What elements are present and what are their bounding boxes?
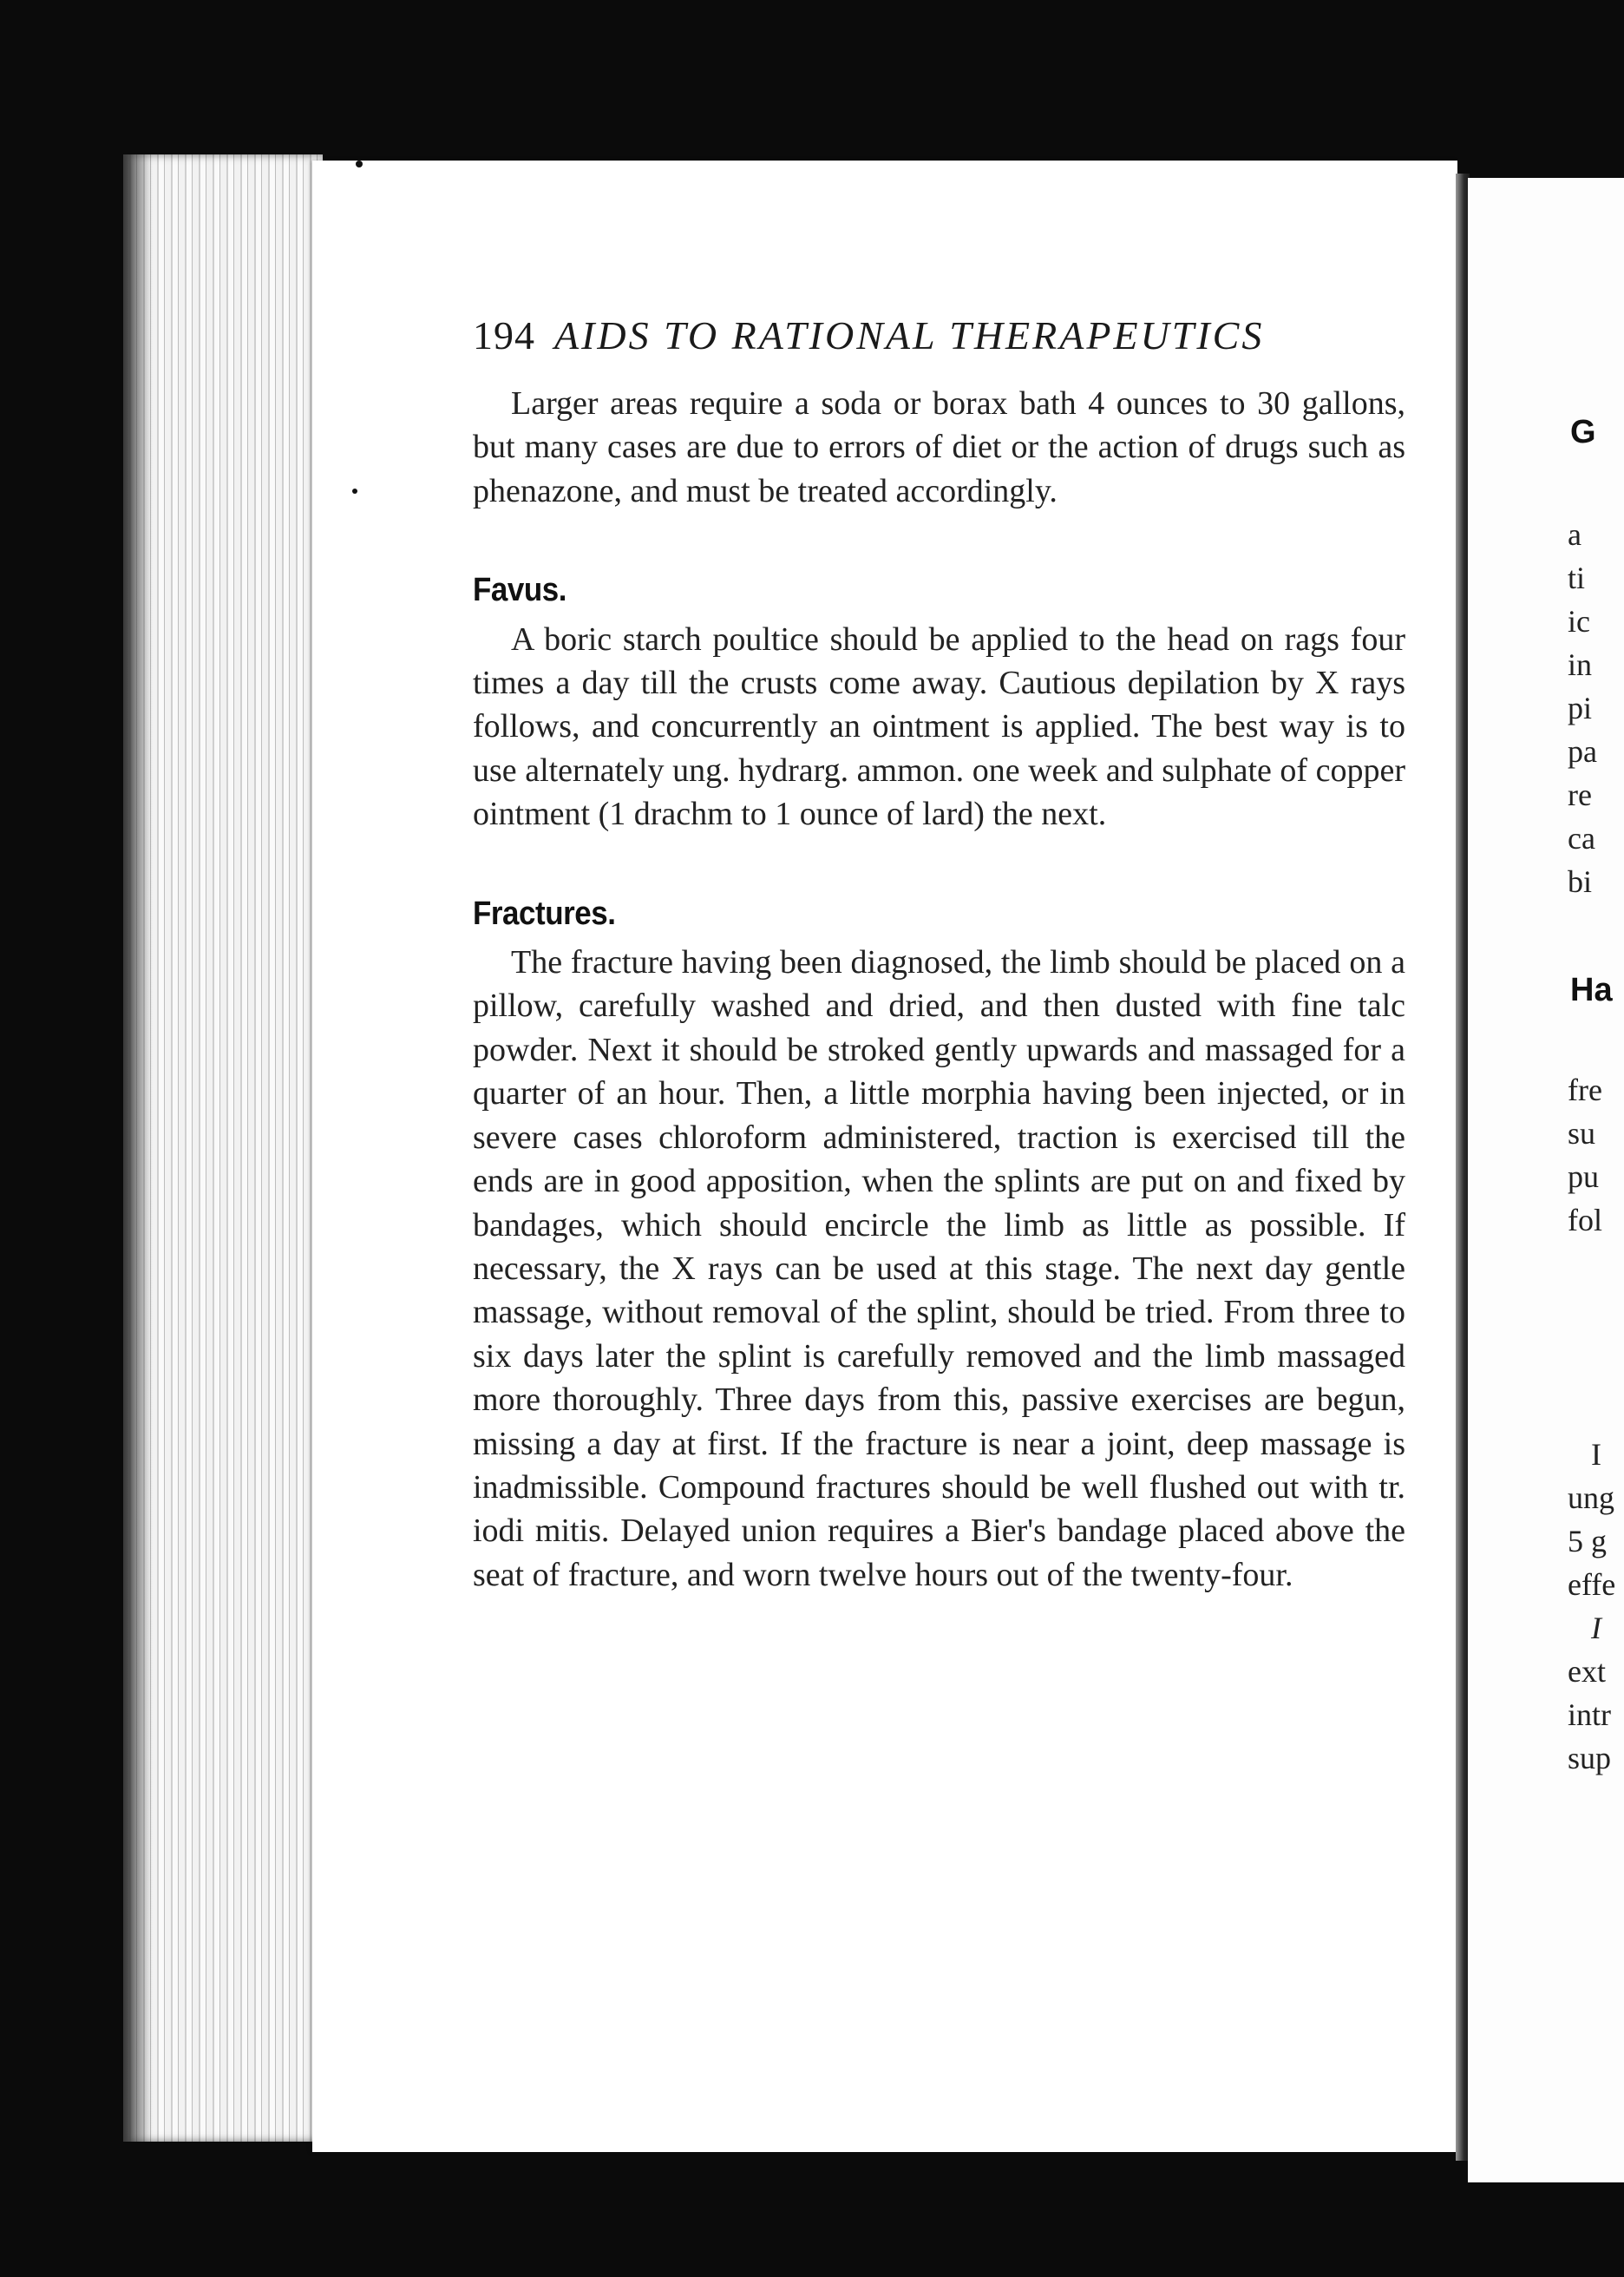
facing-heading-mid: Ha (1570, 972, 1613, 1008)
facing-line: ti (1568, 561, 1586, 595)
section-heading-favus: Favus. (473, 572, 566, 609)
favus-paragraph: A boric starch poultice should be applied to the head on rags four times a day till the crusts come away. Cautious depilation by X rays follows, and concurrently an ointment is applied. The best way is to use alternately ung. hydrarg. ammon. one week and sulphate of copper ointment (1 drachm to 1 ounce of lard) the next. (473, 620, 1405, 833)
section-heading-fractures: Fractures. (473, 895, 616, 932)
facing-line: fol (1568, 1203, 1602, 1237)
facing-line: pa (1568, 734, 1597, 769)
page-number: 194 (473, 313, 535, 358)
running-head-title: AIDS TO RATIONAL THERAPEUTICS (554, 313, 1265, 358)
facing-line: ext (1568, 1654, 1606, 1689)
facing-line: a (1568, 517, 1581, 552)
facing-line: 5 g (1568, 1524, 1607, 1558)
facing-line: fre (1568, 1073, 1602, 1107)
page-edges-shadow (123, 154, 153, 2142)
facing-line: intr (1568, 1697, 1611, 1732)
facing-line: ung (1568, 1480, 1614, 1515)
facing-line: sup (1568, 1741, 1612, 1775)
facing-line: bi (1568, 864, 1593, 899)
intro-paragraph: Larger areas require a soda or borax bath 4 ounces to 30 gallons, but many cases are due to errors of diet or the action of drugs such as phenazone, and must be treated accordingly. (473, 385, 1405, 509)
facing-line: I (1591, 1437, 1601, 1472)
facing-line: effe (1568, 1567, 1616, 1602)
running-header (473, 312, 1410, 358)
facing-line: pi (1568, 691, 1593, 725)
facing-line: in (1568, 647, 1593, 682)
fractures-paragraph: The fracture having been diagnosed, the limb should be placed on a pillow, carefully washed and dried, and then dusted with fine talc powder. Next it should be stroked gently upwards and massaged for a quarter of an hour. Then, a little morphia having been injected, or in severe cases chloroform administered, traction is exercised till the ends are in good apposition, when the splints are put on and fixed by bandages, which should encircle the limb as little as possible. If necessary, the X rays can be used at this stage. The next day gentle massage, without removal of the splint, should be tried. From three to six days later the splint is carefully removed and the limb massaged more thoroughly. Three days from this, passive exercises are begun, missing a day at first. If the fracture is near a joint, deep massage is inadmissible. Compound fractures should be well flushed out with tr. iodi mitis. Delayed union requires a Bier's bandage placed above the seat of fracture, and worn twelve hours out of the twenty-four. (473, 944, 1405, 1593)
ink-speck (356, 161, 363, 167)
page-edges (123, 154, 323, 2142)
facing-line: su (1568, 1116, 1596, 1151)
page-body (473, 382, 1405, 1597)
facing-page (1468, 178, 1624, 2182)
facing-line: I (1591, 1611, 1601, 1645)
ink-speck (352, 489, 357, 494)
facing-line: ca (1568, 821, 1595, 856)
facing-line: pu (1568, 1159, 1599, 1194)
facing-heading-top: G (1570, 414, 1596, 450)
facing-line: ic (1568, 604, 1590, 639)
facing-line: re (1568, 778, 1592, 812)
